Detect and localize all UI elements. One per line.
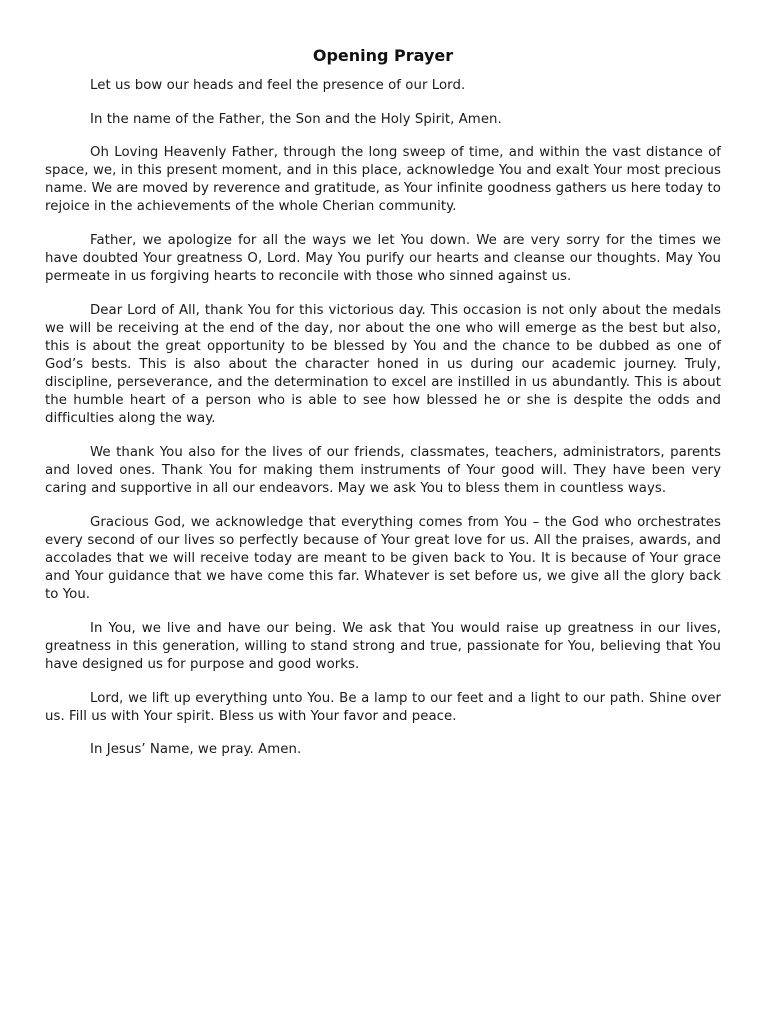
paragraph-offering: Lord, we lift up everything unto You. Be a lamp to our feet and a light to our path. Shine over us. Fill us with Your spirit. Bless us with Your favor and peace. (45, 690, 721, 724)
paragraph-invitation: Let us bow our heads and feel the presence of our Lord. (90, 78, 466, 93)
document-title: Opening Prayer (312, 46, 454, 65)
paragraph-closing: In Jesus’ Name, we pray. Amen. (90, 742, 302, 758)
paragraph-supplication: In You, we live and have our being. We ask that You would raise up greatness in our lives, greatness in this generation, willing to stand strong and true, passionate for You, believing that You have designed us for purpose and good works. (45, 620, 721, 672)
document-page (45, 44, 721, 775)
paragraph-sign-of-cross: In the name of the Father, the Son and the Holy Spirit, Amen. (90, 111, 502, 127)
paragraph-adoration: Oh Loving Heavenly Father, through the long sweep of time, and within the vast distance of space, we, in this present moment, and in this place, acknowledge You and exalt Your most precious name. We are moved by reverence and gratitude, as Your infinite goodness gathers us here today to rejoice in the achievements of the whole Cherian community. (45, 145, 721, 215)
paragraph-thanksgiving-day: Dear Lord of All, thank You for this victorious day. This occasion is not only about the medals we will be receiving at the end of the day, nor about the one who will emerge as the best but also, this is about the great opportunity to be blessed by You and the chance to be dubbed as one of God’s bests. This is also about the character honed in us during our academic journey. Truly, discipline, perseverance, and the determination to excel are instilled in us abundantly. This is about the humble heart of a person who is able to see how blessed he or she is despite the odds and difficulties along the way. (45, 302, 721, 427)
paragraph-contrition: Father, we apologize for all the ways we let You down. We are very sorry for the times we have doubted Your greatness O, Lord. May You purify our hearts and cleanse our thoughts. May You permeate in us forgiving hearts to reconcile with those who sinned against us. (45, 233, 721, 285)
paragraph-acknowledgement: Gracious God, we acknowledge that everything comes from You – the God who orchestrates every second of our lives so perfectly because of Your great love for us. All the praises, awards, and accolades that we will receive today are meant to be given back to You. It is because of Your grace and Your guidance that we have come this far. Whatever is set before us, we give all the glory back to You. (45, 514, 721, 603)
paragraph-thanksgiving-people: We thank You also for the lives of our friends, classmates, teachers, administrators, parents and loved ones. Thank You for making them instruments of Your good will. They have been very caring and supportive in all our endeavors. May we ask You to bless them in countless ways. (45, 445, 721, 497)
